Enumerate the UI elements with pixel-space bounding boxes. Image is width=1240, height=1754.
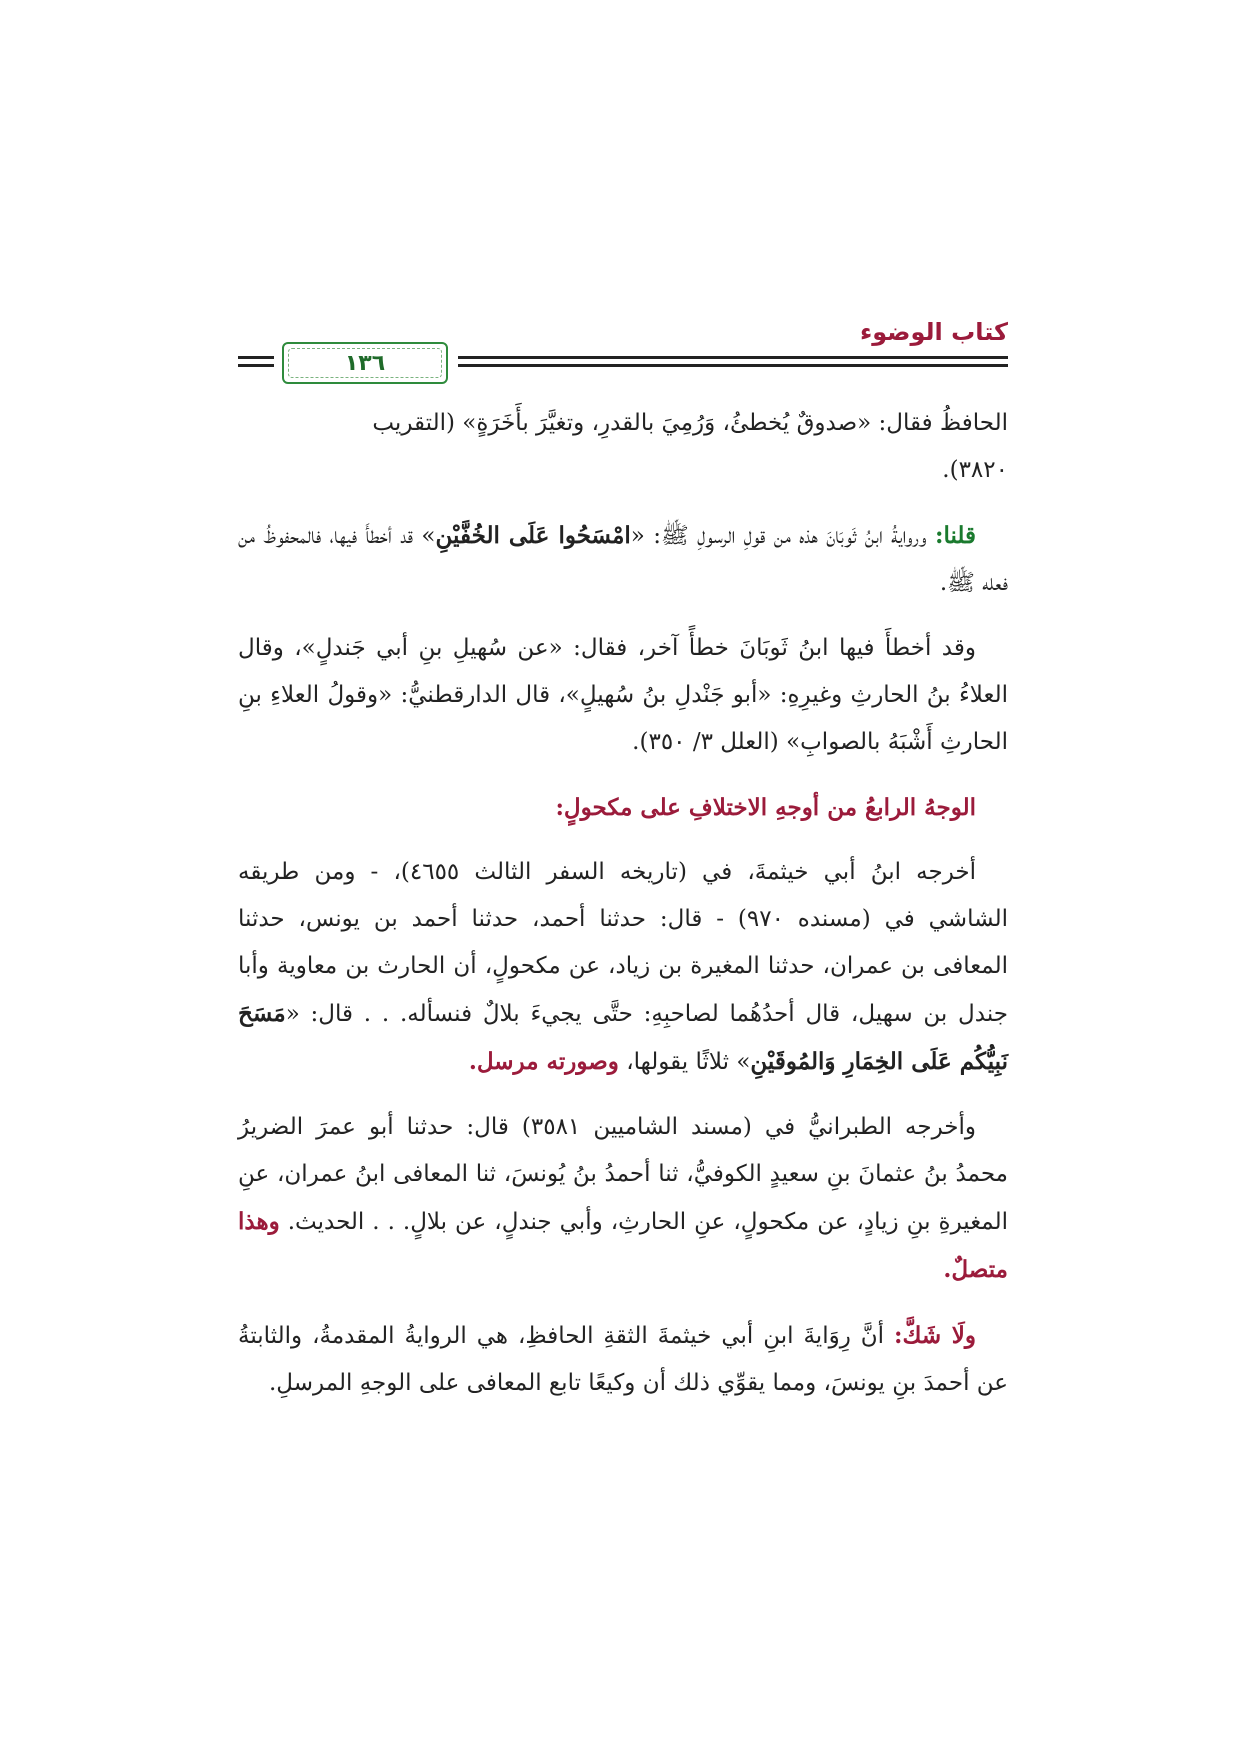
paragraph-text: أنَّ رِوَايةَ ابنِ أبي خيثمةَ الثقةِ الحافظِ، هي الروايةُ المقدمةُ، والثابتةُ عن أحمدَ بنِ يونسَ، ومما يقوِّي ذلك أن وكيعًا تابع المعافى على الوجهِ المرسلِ. xyxy=(238,1323,1008,1396)
header-rule xyxy=(458,356,1008,359)
ruling-note: وصورته مرسل. xyxy=(468,1048,619,1075)
header-rule xyxy=(458,364,1008,367)
page-number: ١٣٦ xyxy=(344,350,386,376)
paragraph-text: وروايةُ ابنُ ثَوبَانَ هذه من قولِ الرسولِ ﷺ: « xyxy=(630,523,935,549)
paragraph-1 xyxy=(238,400,1008,494)
paragraph-text: الحافظُ فقال: «صدوقٌ يُخطئُ، وَرُمِيَ بالقدرِ، وتغيَّرَ بأَخَرَةٍ» (التقريب xyxy=(372,410,1008,436)
paragraph-3 xyxy=(238,625,1008,766)
paragraph-2 xyxy=(238,512,1008,607)
paragraph-text: » قد أخطأَ فيها، فالمحفوظُ من فعله ﷺ. xyxy=(238,523,1008,596)
paragraph-text: وأخرجه الطبرانيُّ في (مسند الشاميين ٣٥٨١) قال: حدثنا أبو عمرَ الضريرُ محمدُ بنُ عثمانَ بنِ سعيدٍ الكوفيُّ، ثنا أحمدُ بنُ يُونسَ، ثنا المعافى ابنُ عمران، عنِ المغيرةِ بنِ زيادٍ، عن مكحولٍ، عنِ الحارثِ، وأبي جندلٍ، عن بلالٍ. . . الحديث. xyxy=(238,1114,1008,1235)
paragraph-6 xyxy=(238,1312,1008,1407)
paragraph-text: أخرجه ابنُ أبي خيثمةَ، في (تاريخه السفر الثالث ٤٦٥٥)، - ومن طريقه الشاشي في (مسنده ٩٧٠) - قال: حدثنا أحمد، حدثنا أحمد بن يونس، حدثنا المعافى بن عمران، حدثنا المغيرة بن زياد، عن مكحولٍ، أن الحارث بن معاوية وأبا جندل بن سهيل، قال أحدُهُما لصاحبِهِ: حتَّى يجيءَ بلالٌ فنسأله. . . قال: « xyxy=(238,859,1008,1027)
page-body xyxy=(238,400,1008,1425)
book-title: كتاب الوضوء xyxy=(859,318,1008,346)
hadith-quote: امْسَحُوا عَلَى الخُفَّيْنِ xyxy=(435,522,631,549)
page-header xyxy=(238,318,1008,390)
paragraph-text: ٣٨٢٠). xyxy=(942,457,1008,483)
hadith-quote: مَسَحَ نَبِيُّكُم عَلَى الخِمَارِ وَالمُوقَيْنِ xyxy=(238,1000,1008,1075)
section-heading: الوجهُ الرابعُ من أوجهِ الاختلافِ على مكحولٍ: xyxy=(555,794,976,821)
ruling-note: وهذا متصلٌ. xyxy=(238,1208,1008,1283)
header-rule xyxy=(238,356,274,359)
page-number-badge xyxy=(282,342,448,384)
label-no-doubt: ولَا شَكَّ: xyxy=(893,1322,976,1349)
paragraph-5 xyxy=(238,1104,1008,1294)
paragraph-4 xyxy=(238,849,1008,1086)
paragraph-text: » ثلاثًا يقولها، xyxy=(618,1049,751,1075)
header-rule xyxy=(238,364,274,367)
label-qulna: قلنا: xyxy=(934,522,977,549)
paragraph-text: وقد أخطأَ فيها ابنُ ثَوبَانَ خطأً آخر، فقال: «عن سُهيلِ بنِ أبي جَندلٍ»، وقال العلاءُ بنُ الحارثِ وغيرِهِ: «أبو جَنْدلِ بنُ سُهيلٍ»، قال الدارقطنيُّ: «وقولُ العلاءِ بنِ الحارثِ أَشْبَهُ بالصوابِ» (العلل ٣/ ٣٥٠). xyxy=(238,635,1008,755)
